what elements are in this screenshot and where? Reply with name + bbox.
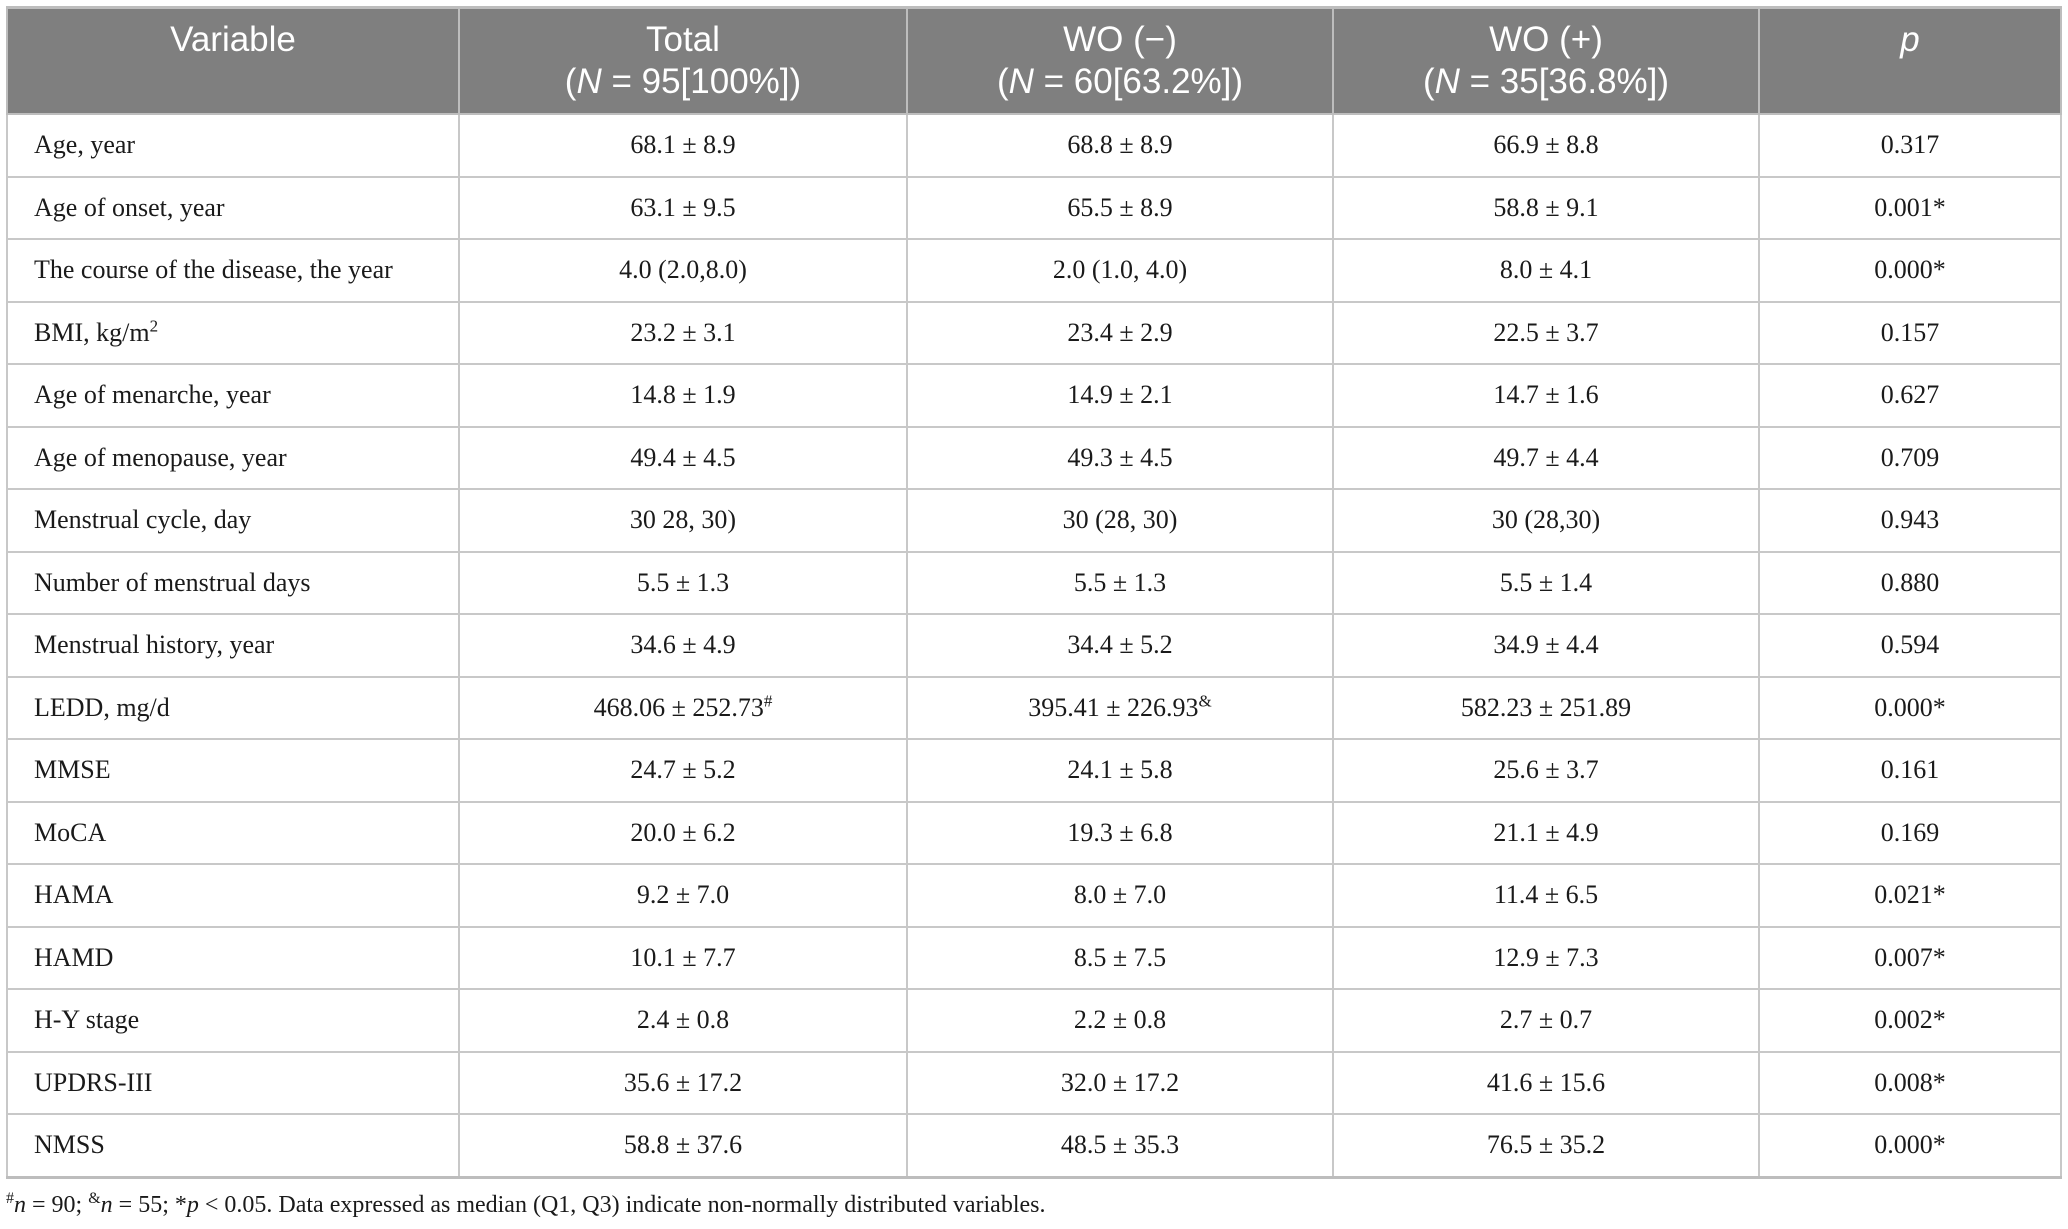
table-row [7,489,2061,552]
cell-total [459,927,907,990]
table-row [7,927,2061,990]
cell-total-text: 9.2 ± 7.0 [636,880,730,910]
table-row [7,364,2061,427]
cell-wo-positive [1333,177,1759,240]
table-row [7,427,2061,490]
cell-variable [7,614,459,677]
cell-wo-negative-text: 23.4 ± 2.9 [1067,317,1173,347]
table-row [7,177,2061,240]
footnote-text-3: < 0.05. Data expressed as median (Q1, Q3) indicate non-normally distributed variables. [198,1192,1046,1218]
cell-wo-negative [907,489,1333,552]
cell-p-value-text: 0.000* [1874,692,1946,722]
cell-total [459,739,907,802]
cell-wo-positive-text: 12.9 ± 7.3 [1493,942,1599,972]
header-total [459,8,907,115]
cell-p-value-text: 0.000* [1874,255,1946,285]
cell-variable [7,302,459,365]
cell-variable [7,739,459,802]
cell-wo-positive [1333,302,1759,365]
cell-wo-negative-text: 49.3 ± 4.5 [1067,442,1173,472]
table-footnote [6,1192,1046,1219]
cell-variable-text: Menstrual history, year [34,630,275,660]
cell-p-value [1759,927,2061,990]
cell-p-value [1759,302,2061,365]
cell-wo-negative [907,1052,1333,1115]
cell-total-text: 23.2 ± 3.1 [630,317,736,347]
cell-variable [7,177,459,240]
cell-total-text: 4.0 (2.0,8.0) [619,255,747,285]
cell-wo-positive [1333,927,1759,990]
header-wo-positive-n-symbol: N [1434,62,1460,101]
cell-wo-positive-text: 22.5 ± 3.7 [1493,317,1599,347]
cell-total-text: 68.1 ± 8.9 [630,130,736,160]
cell-variable-text: The course of the disease, the year [34,255,393,285]
cell-wo-negative [907,302,1333,365]
cell-variable [7,239,459,302]
cell-wo-positive-text: 76.5 ± 35.2 [1486,1130,1606,1160]
table-row [7,614,2061,677]
footnote-p-symbol: p [186,1192,199,1218]
cell-variable-text: HAMA [34,880,114,910]
cell-p-value-text: 0.157 [1880,317,1940,347]
cell-variable [7,677,459,740]
cell-total [459,489,907,552]
cell-wo-positive [1333,614,1759,677]
cell-wo-negative-text: 48.5 ± 35.3 [1060,1130,1180,1160]
footnote-n-symbol-2: n [100,1192,113,1218]
cell-variable-text: HAMD [34,942,114,972]
table-row [7,739,2061,802]
cell-p-value-text: 0.709 [1880,442,1940,472]
header-variable-label: Variable [170,20,296,59]
cell-p-value [1759,802,2061,865]
cell-p-value [1759,1114,2061,1177]
table-row [7,1114,2061,1177]
table-row [7,114,2061,177]
cell-wo-positive-text: 11.4 ± 6.5 [1493,880,1599,910]
cell-variable-text: UPDRS-III [34,1067,153,1097]
cell-wo-positive [1333,677,1759,740]
cell-variable [7,427,459,490]
cell-variable-text: H-Y stage [34,1005,140,1035]
cell-variable-text: Menstrual cycle, day [34,505,252,535]
cell-wo-positive [1333,864,1759,927]
cell-wo-positive [1333,1052,1759,1115]
cell-wo-negative [907,177,1333,240]
cell-total [459,302,907,365]
cell-total-text: 58.8 ± 37.6 [623,1130,743,1160]
header-total-n [468,61,898,103]
header-total-label: Total [646,20,720,59]
table-row [7,989,2061,1052]
cell-total [459,802,907,865]
cell-total-text: 34.6 ± 4.9 [630,630,736,660]
cell-p-value [1759,427,2061,490]
cell-wo-positive-text: 58.8 ± 9.1 [1493,192,1599,222]
cell-total [459,552,907,615]
cell-p-value [1759,364,2061,427]
cell-wo-negative [907,614,1333,677]
cell-wo-positive [1333,489,1759,552]
cell-total-text: 49.4 ± 4.5 [630,442,736,472]
cell-total [459,177,907,240]
cell-total [459,614,907,677]
cell-wo-negative-text: 34.4 ± 5.2 [1067,630,1173,660]
cell-p-value-text: 0.169 [1880,817,1940,847]
table-row [7,802,2061,865]
cell-p-value [1759,614,2061,677]
cell-wo-positive-text: 25.6 ± 3.7 [1493,755,1599,785]
cell-wo-positive-text: 582.23 ± 251.89 [1460,692,1632,722]
cell-total-text: 5.5 ± 1.3 [636,567,730,597]
header-wo-negative-label: WO (−) [1063,20,1177,59]
cell-variable-text: NMSS [34,1130,105,1160]
cell-wo-positive-text: 2.7 ± 0.7 [1499,1005,1593,1035]
baseline-characteristics-table [6,6,2062,1179]
cell-p-value [1759,489,2061,552]
cell-variable [7,989,459,1052]
cell-total [459,1114,907,1177]
header-wo-positive-label: WO (+) [1489,20,1603,59]
header-wo-negative-n [916,61,1324,103]
cell-total-text: 20.0 ± 6.2 [630,817,736,847]
table-row [7,302,2061,365]
cell-total [459,989,907,1052]
cell-wo-positive [1333,364,1759,427]
cell-p-value-text: 0.161 [1880,755,1940,785]
cell-variable [7,927,459,990]
cell-p-value-text: 0.001* [1874,192,1946,222]
cell-p-value-text: 0.002* [1874,1005,1946,1035]
cell-variable-text: Age, year [34,130,136,160]
cell-p-value [1759,1052,2061,1115]
cell-p-value-text: 0.943 [1880,505,1940,535]
header-row [7,8,2061,115]
footnote-text-2: = 55; * [112,1192,187,1218]
cell-wo-positive-text: 8.0 ± 4.1 [1499,255,1593,285]
cell-wo-positive-text: 49.7 ± 4.4 [1493,442,1599,472]
table-row [7,239,2061,302]
cell-wo-negative [907,989,1333,1052]
cell-variable [7,1052,459,1115]
cell-wo-positive-text: 5.5 ± 1.4 [1499,567,1593,597]
cell-variable-text: MMSE [34,755,111,785]
header-variable [7,8,459,115]
cell-total [459,114,907,177]
cell-total-text: 24.7 ± 5.2 [630,755,736,785]
header-wo-positive-n-prefix: ( [1422,62,1435,101]
cell-p-value-text: 0.000* [1874,1130,1946,1160]
cell-variable-text: LEDD, mg/d [34,692,170,722]
cell-variable [7,802,459,865]
cell-total-superscript: # [763,691,773,711]
cell-wo-negative-text: 2.0 (1.0, 4.0) [1052,255,1188,285]
cell-wo-negative-text: 14.9 ± 2.1 [1067,380,1173,410]
cell-p-value [1759,677,2061,740]
cell-total [459,239,907,302]
cell-p-value [1759,739,2061,802]
cell-p-value [1759,989,2061,1052]
cell-wo-positive [1333,989,1759,1052]
cell-wo-positive-text: 30 (28,30) [1491,505,1601,535]
table-header [7,8,2061,115]
cell-total [459,364,907,427]
header-wo-negative-n-symbol: N [1008,62,1034,101]
cell-wo-negative-text: 2.2 ± 0.8 [1073,1005,1167,1035]
cell-wo-negative-text: 32.0 ± 17.2 [1060,1067,1180,1097]
header-total-n-symbol: N [576,62,602,101]
header-wo-negative-n-prefix: ( [996,62,1009,101]
cell-wo-positive [1333,239,1759,302]
cell-wo-negative-text: 68.8 ± 8.9 [1067,130,1173,160]
cell-variable [7,1114,459,1177]
cell-total [459,677,907,740]
footnote-marker-ampersand: & [88,1190,101,1207]
header-wo-negative [907,8,1333,115]
cell-wo-positive-text: 21.1 ± 4.9 [1493,817,1599,847]
cell-wo-negative [907,677,1333,740]
cell-p-value-text: 0.594 [1880,630,1940,660]
cell-variable [7,364,459,427]
cell-wo-negative [907,552,1333,615]
cell-variable [7,489,459,552]
cell-wo-negative-text: 8.5 ± 7.5 [1073,942,1167,972]
cell-variable-text: Age of menopause, year [34,442,287,472]
cell-wo-negative-text: 19.3 ± 6.8 [1067,817,1173,847]
cell-wo-positive-text: 66.9 ± 8.8 [1493,130,1599,160]
cell-variable [7,864,459,927]
cell-total [459,864,907,927]
cell-total-text: 10.1 ± 7.7 [630,942,736,972]
cell-wo-negative [907,1114,1333,1177]
cell-wo-negative [907,114,1333,177]
header-total-n-value: = 95[100%]) [601,62,802,101]
cell-variable-text: Age of onset, year [34,192,225,222]
cell-total-text: 14.8 ± 1.9 [630,380,736,410]
cell-total-text: 30 28, 30) [629,505,737,535]
cell-wo-negative-text: 395.41 ± 226.93 [1028,692,1199,722]
cell-variable-superscript: 2 [149,316,159,336]
cell-wo-positive-text: 34.9 ± 4.4 [1493,630,1599,660]
cell-wo-positive [1333,739,1759,802]
table-row [7,1052,2061,1115]
cell-variable-text: Number of menstrual days [34,567,311,597]
header-p-value [1759,8,2061,115]
cell-variable [7,114,459,177]
cell-wo-positive [1333,1114,1759,1177]
cell-wo-negative [907,239,1333,302]
cell-p-value-text: 0.007* [1874,942,1946,972]
cell-variable [7,552,459,615]
cell-wo-negative-text: 5.5 ± 1.3 [1073,567,1167,597]
cell-total [459,427,907,490]
cell-wo-negative [907,364,1333,427]
table-body [7,114,2061,1177]
cell-wo-negative [907,739,1333,802]
header-total-n-prefix: ( [564,62,577,101]
cell-total-text: 63.1 ± 9.5 [630,192,736,222]
header-wo-negative-n-value: = 60[63.2%]) [1033,62,1244,101]
cell-wo-positive [1333,552,1759,615]
cell-p-value-text: 0.317 [1880,130,1940,160]
header-p-label: p [1900,20,1920,59]
cell-wo-negative [907,927,1333,990]
table-row [7,552,2061,615]
cell-p-value [1759,177,2061,240]
cell-wo-negative [907,427,1333,490]
footnote-n-symbol-1: n [14,1192,26,1218]
table-row [7,864,2061,927]
cell-p-value-text: 0.008* [1874,1067,1946,1097]
cell-p-value-text: 0.627 [1880,380,1940,410]
cell-wo-positive [1333,427,1759,490]
cell-p-value-text: 0.021* [1874,880,1946,910]
cell-p-value [1759,864,2061,927]
header-wo-positive-n [1342,61,1750,103]
cell-total-text: 35.6 ± 17.2 [623,1067,743,1097]
cell-wo-negative [907,864,1333,927]
cell-wo-positive [1333,802,1759,865]
cell-wo-negative-superscript: & [1198,691,1212,711]
footnote-marker-hash: # [6,1190,14,1207]
header-wo-positive-n-value: = 35[36.8%]) [1459,62,1670,101]
cell-total-text: 468.06 ± 252.73 [593,692,764,722]
baseline-characteristics-table-container [6,6,2060,1179]
cell-wo-negative-text: 24.1 ± 5.8 [1067,755,1173,785]
cell-variable-text: MoCA [34,817,107,847]
cell-wo-positive-text: 14.7 ± 1.6 [1493,380,1599,410]
cell-wo-negative [907,802,1333,865]
cell-total-text: 2.4 ± 0.8 [636,1005,730,1035]
cell-p-value [1759,114,2061,177]
cell-p-value [1759,239,2061,302]
table-row [7,677,2061,740]
cell-p-value-text: 0.880 [1880,567,1940,597]
cell-p-value [1759,552,2061,615]
cell-variable-text: BMI, kg/m [34,317,150,347]
cell-wo-negative-text: 30 (28, 30) [1062,505,1178,535]
cell-variable-text: Age of menarche, year [34,380,271,410]
footnote-text-1: = 90; [26,1192,89,1218]
cell-wo-negative-text: 8.0 ± 7.0 [1073,880,1167,910]
cell-wo-negative-text: 65.5 ± 8.9 [1067,192,1173,222]
cell-wo-positive [1333,114,1759,177]
header-wo-positive [1333,8,1759,115]
cell-total [459,1052,907,1115]
cell-wo-positive-text: 41.6 ± 15.6 [1486,1067,1606,1097]
